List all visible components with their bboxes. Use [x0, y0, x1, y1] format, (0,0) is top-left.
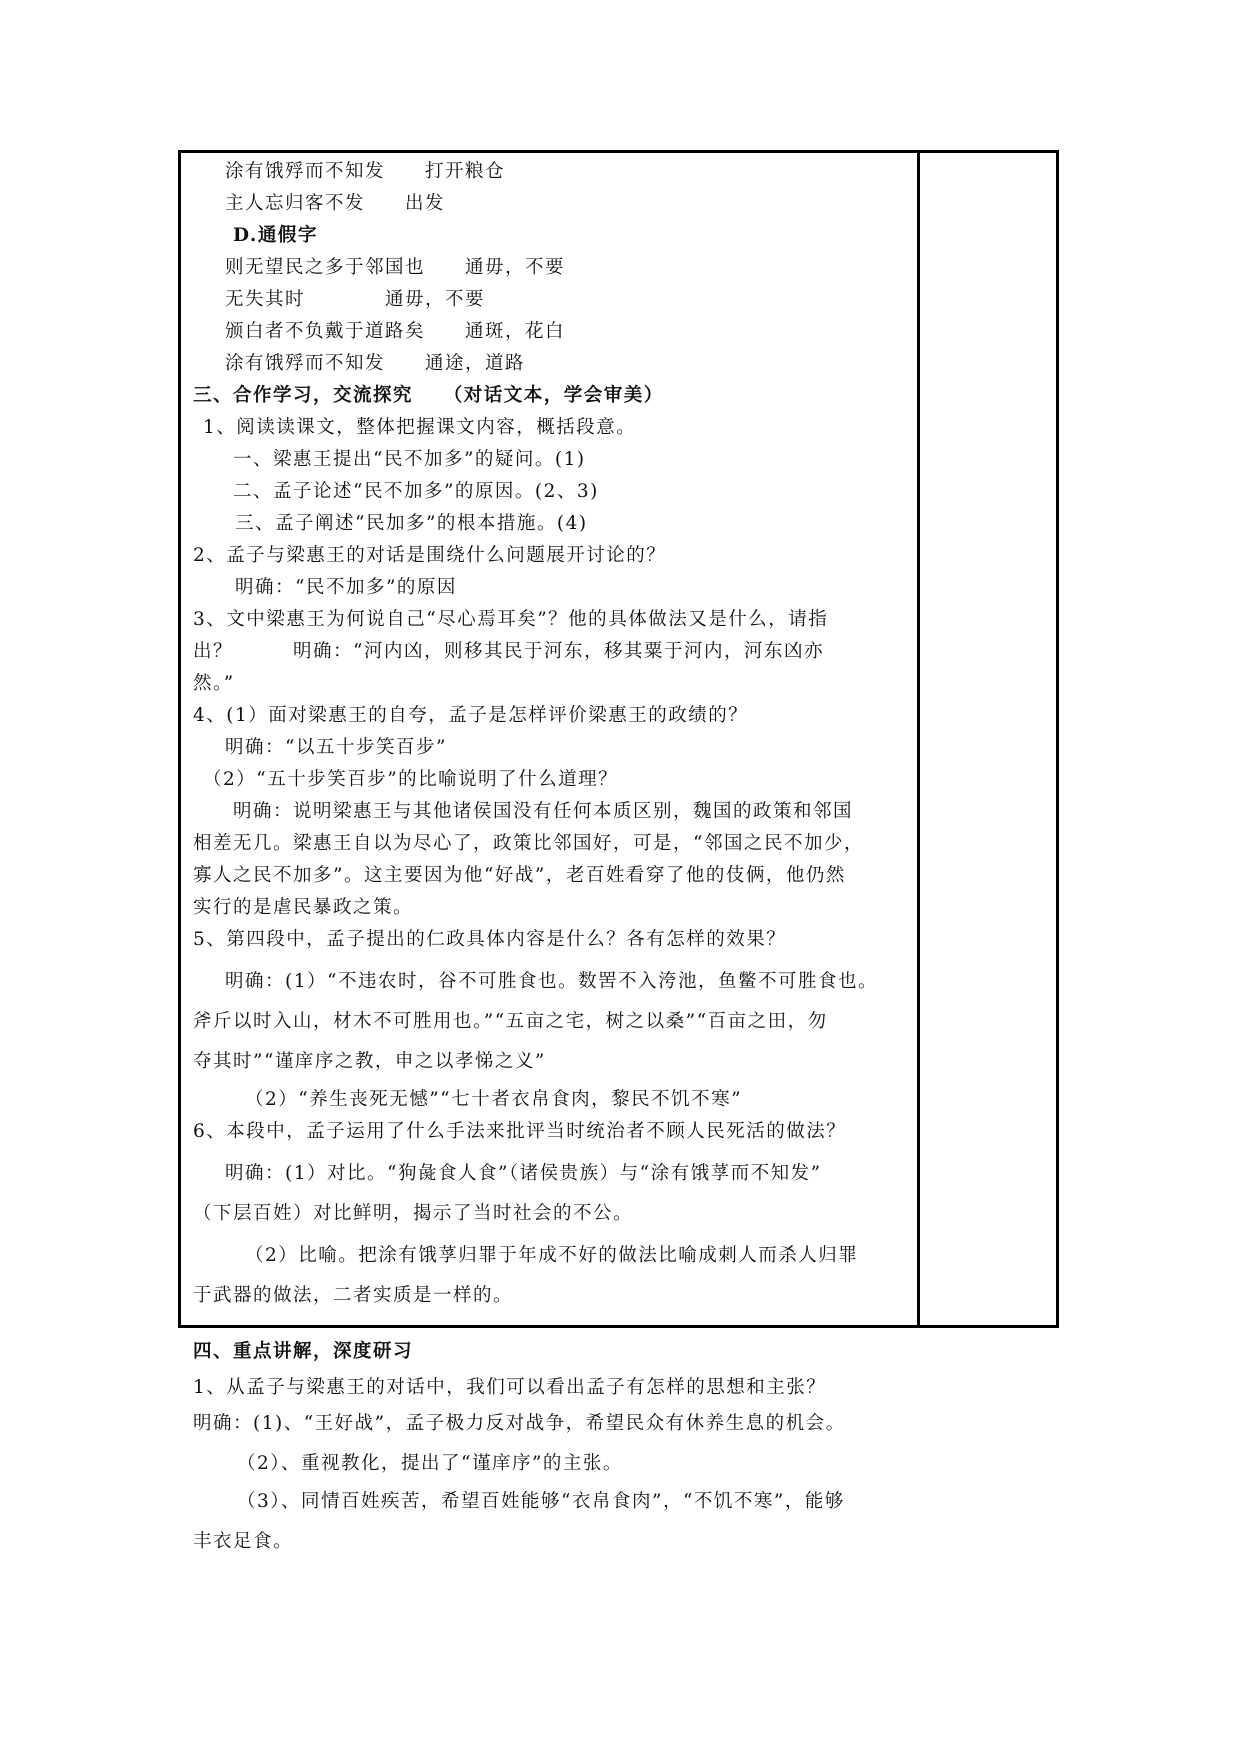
text-line: 明确：“民不加多”的原因: [235, 577, 457, 598]
text-line: 斧斤以时入山，材木不可胜用也。”“五亩之宅，树之以桑”“百亩之田，勿: [193, 1011, 828, 1032]
text-line: 于武器的做法，二者实质是一样的。: [193, 1285, 514, 1306]
text-line: （2）、重视教化，提出了“谨庠序”的主张。: [237, 1453, 623, 1474]
text-line: 三、孟子阐述“民加多”的根本措施。(4): [235, 513, 588, 534]
text-line: 6、本段中，孟子运用了什么手法来批评当时统治者不顾人民死活的做法？: [193, 1121, 847, 1142]
text-line: 丰衣足食。: [193, 1531, 294, 1552]
text-line: 1、阅读读课文，整体把握课文内容，概括段意。: [203, 417, 637, 438]
text-line: （下层百姓）对比鲜明，揭示了当时社会的不公。: [193, 1203, 634, 1224]
text-line: 5、第四段中，孟子提出的仁政具体内容是什么？各有怎样的效果？: [193, 929, 787, 950]
text-line: 明确：(1)、“王好战”，孟子极力反对战争，希望民众有休养生息的机会。: [193, 1413, 846, 1434]
text-line: 4、(1）面对梁惠王的自夸，孟子是怎样评价梁惠王的政绩的？: [193, 705, 749, 726]
lesson-table: [178, 150, 1059, 1552]
text-line: 则无望民之多于邻国也 通毋，不要: [225, 257, 566, 278]
text-line: 涂有饿殍而不知发 打开粮仓: [225, 161, 506, 182]
text-line: （2）“五十步笑百步”的比喻说明了什么道理？: [203, 769, 619, 790]
text-line: 无失其时 通毋，不要: [225, 289, 486, 310]
text-line: 涂有饿殍而不知发 通途，道路: [225, 353, 526, 374]
text-line: 实行的是虐民暴政之策。: [193, 897, 414, 918]
text-line: 相差无几。梁惠王自以为尽心了，政策比邻国好，可是，“邻国之民不加少，: [193, 833, 864, 854]
text-line: 二、孟子论述“民不加多”的原因。(2、3): [233, 481, 599, 502]
text-line: 明确：说明梁惠王与其他诸侯国没有任何本质区别，魏国的政策和邻国: [233, 801, 854, 822]
text-line: （2）“养生丧死无憾”“七十者衣帛食肉，黎民不饥不寒”: [245, 1089, 743, 1110]
text-line: 1、从孟子与梁惠王的对话中，我们可以看出孟子有怎样的思想和主张？: [193, 1377, 827, 1398]
text-line: D.通假字: [233, 225, 318, 246]
text-line: （2）比喻。把涂有饿莩归罪于年成不好的做法比喻成刺人而杀人归罪: [245, 1245, 859, 1266]
text-line: 三、合作学习，交流探究 （对话文本，学会审美）: [193, 385, 664, 406]
text-line: 2、孟子与梁惠王的对话是围绕什么问题展开讨论的？: [193, 545, 667, 566]
text-line: 明确：(1）“不违农时，谷不可胜食也。数罟不入洿池，鱼鳖不可胜食也。: [225, 971, 878, 992]
text-line: 明确：“以五十步笑百步”: [225, 737, 447, 758]
text-line: （3）、同情百姓疾苦，希望百姓能够“衣帛食肉”，“不饥不寒”，能够: [237, 1491, 845, 1512]
text-line: 然。”: [193, 673, 235, 694]
text-line: 主人忘归客不发 出发: [225, 193, 446, 214]
text-line: 3、文中梁惠王为何说自己“尽心焉耳矣”？他的具体做法又是什么，请指: [193, 609, 829, 630]
text-line: 颁白者不负戴于道路矣 通斑，花白: [225, 321, 566, 342]
text-line: 出？ 明确：“河内凶，则移其民于河东，移其粟于河内，河东凶亦: [193, 641, 824, 662]
text-line: 寡人之民不加多”。这主要因为他“好战”，老百姓看穿了他的伎俩，他仍然: [193, 865, 846, 886]
text-line: 一、梁惠王提出“民不加多”的疑问。(1): [233, 449, 586, 470]
column-divider: [917, 153, 920, 1325]
text-line: 明确：(1）对比。“狗彘食人食”（诸侯贵族）与“涂有饿莩而不知发”: [225, 1163, 822, 1184]
text-line: 夺其时”“谨庠序之教，申之以孝悌之义”: [193, 1051, 546, 1072]
text-line: 四、重点讲解，深度研习: [193, 1341, 414, 1362]
